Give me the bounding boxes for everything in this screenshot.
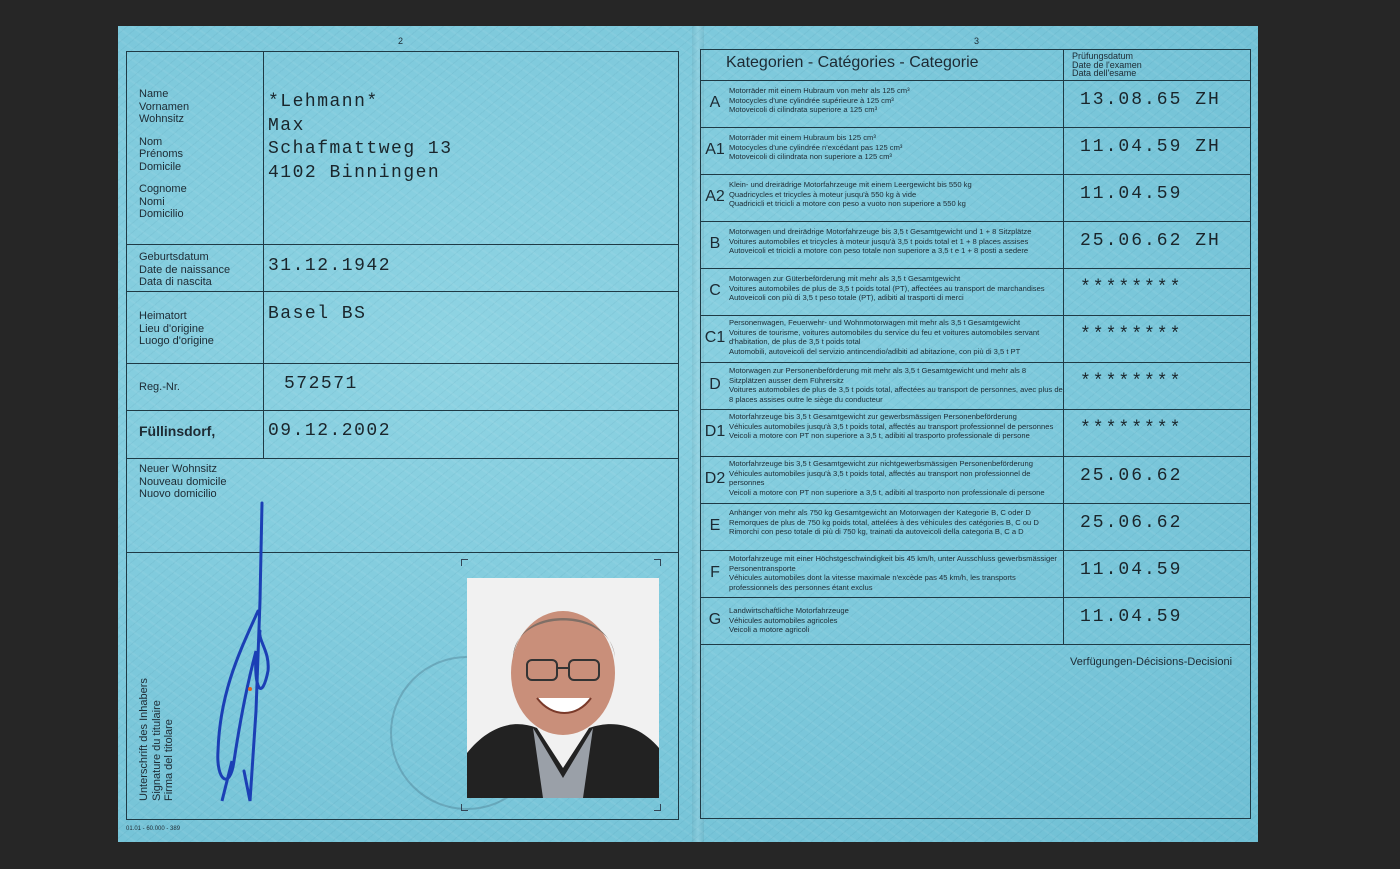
category-code: A2 [705, 188, 725, 205]
holder-signature [210, 501, 280, 811]
exam-date: 25.06.62 ZH [1080, 231, 1221, 251]
exam-date: 11.04.59 [1080, 607, 1183, 627]
exam-date: ******** [1080, 419, 1183, 439]
holder-street: Schafmattweg 13 [268, 139, 453, 159]
category-description: Motorräder mit einem Hubraum bis 125 cm³ Motocycles d'une cylindrée n'excédant pas 125 cm³ Motoveicoli di cilindrata non superiore a 125 cm³ [729, 133, 903, 162]
holder-photo [467, 578, 659, 798]
signature-labels: Unterschrift des Inhabers Signature du titulaire Firma del titolare [138, 678, 175, 801]
category-code: C [709, 282, 721, 299]
label-name: Name [139, 88, 169, 100]
category-description: Motorwagen zur Personenbeförderung mit mehr als 3,5 t Gesamtgewicht und mehr als 8 Sitzplätzen ausser dem Führersitz Voitures automobiles de plus de 3,5 t poids total, affectées au transport de personnes, avec plus de 8 places assises outre le siège du conducteur [729, 366, 1063, 404]
categories-header: Kategorien - Catégories - Categorie [726, 54, 979, 71]
exam-date: 11.04.59 ZH [1080, 137, 1221, 157]
exam-date: 13.08.65 ZH [1080, 90, 1221, 110]
page-number-right: 3 [974, 36, 980, 46]
exam-date: 25.06.62 [1080, 513, 1183, 533]
category-description: Landwirtschaftliche Motorfahrzeuge Véhicules automobiles agricoles Veicoli a motore agricoli [729, 606, 849, 635]
new-address-labels: Neuer Wohnsitz Nouveau domicile Nuovo domicilio [139, 463, 227, 500]
label-vornamen: Vornamen [139, 100, 190, 113]
label-domicilio: Domicilio [139, 208, 184, 220]
category-description: Motorfahrzeuge bis 3,5 t Gesamtgewicht zur nichtgewerbsmässigen Personenbeförderung Véhicules automobiles jusqu'à 3,5 t poids total, affectés au transport non professionnel de personnes Veicoli a motore con PT non superiore a 3,5 t, adibiti al trasporto non professionale di persone [729, 459, 1045, 497]
category-description: Anhänger von mehr als 750 kg Gesamtgewicht an Motorwagen der Kategorie B, C oder D Remorques de plus de 750 kg poids total, attelées à des véhicules des catégories B, C ou D Rimorchi con peso totale di più di 750 kg, trainati da autoveicoli della categoria B, C a D [729, 508, 1039, 537]
footer-code: 01.01 - 60.000 - 389 [126, 826, 181, 832]
label-nomi: Nomi [139, 195, 165, 208]
category-description: Motorräder mit einem Hubraum von mehr als 125 cm³ Motocycles d'une cylindrée supérieure à 125 cm³ Motoveicoli di cilindrata superiore a 125 cm³ [729, 86, 910, 115]
category-code: C1 [704, 329, 726, 346]
label-prenoms: Prénoms [139, 148, 184, 160]
category-description: Motorfahrzeuge bis 3,5 t Gesamtgewicht zur gewerbsmässigen Personenbeförderung Véhicules automobiles jusqu'à 3,5 t poids total, affectés au transport professionnel de personnes Veicoli a motore con PT non superiore a 3,5 t, adibiti al trasporto professionale di persone [729, 412, 1054, 441]
issue-date: 09.12.2002 [268, 421, 392, 441]
reg-number: 572571 [284, 374, 358, 394]
category-code: G [708, 611, 722, 628]
category-code: D [709, 376, 721, 393]
label-domicile: Domicile [139, 160, 182, 173]
label-nom: Nom [139, 135, 163, 148]
label-cognome: Cognome [139, 183, 187, 195]
label-wohnsitz: Wohnsitz [139, 113, 185, 125]
category-description: Motorwagen zur Güterbeförderung mit mehr als 3,5 t Gesamtgewicht Voitures automobiles de plus de 3,5 t poids total (PT), affectées au transport de marchandises Autoveicoli con più di 3,5 t peso totale (PT), adibiti al trasporti di merci [729, 274, 1045, 303]
category-code: B [709, 235, 721, 252]
exam-date: ******** [1080, 325, 1183, 345]
exam-date: 25.06.62 [1080, 466, 1183, 486]
holder-surname: *Lehmann* [268, 92, 379, 112]
category-description: Klein- und dreirädrige Motorfahrzeuge mit einem Leergewicht bis 550 kg Quadricycles et tricycles à moteur jusqu'à 550 kg à vide Quadricicli et tricicli a motore con peso a vuoto non superiore a 550 kg [729, 180, 972, 209]
category-code: A [709, 94, 721, 111]
category-code: E [709, 517, 721, 534]
holder-identity [268, 91, 453, 185]
exam-date: 11.04.59 [1080, 560, 1183, 580]
category-description: Personenwagen, Feuerwehr- und Wohnmotorwagen mit mehr als 3,5 t Gesamtgewicht Voitures de tourisme, voitures automobiles du service du feu et voitures automobiles servant d'habitation, de plus de 3,5 t poids total Automobili, autoveicoli del servizio antincendio/adibiti ad abitazione, con più di 3,5 t PT [729, 318, 1040, 356]
birth-date: 31.12.1942 [268, 256, 392, 276]
exam-date: ******** [1080, 372, 1183, 392]
driving-license-document [118, 26, 1258, 842]
exam-date-labels: Prüfungsdatum Date de l'examen Data dell'esame [1072, 51, 1142, 78]
category-code: A1 [705, 141, 725, 158]
reg-label: Reg.-Nr. [139, 381, 180, 393]
page-number-left: 2 [398, 36, 404, 46]
origin-labels: Heimatort Lieu d'origine Luogo d'origine [139, 310, 214, 347]
decisions-label: Verfügungen-Décisions-Decisioni [1070, 656, 1233, 668]
name-labels [139, 88, 189, 221]
holder-city: 4102 Binningen [268, 162, 441, 183]
exam-date: 11.04.59 [1080, 184, 1183, 204]
birth-labels: Geburtsdatum Date de naissance Data di nascita [139, 251, 231, 288]
category-description: Motorwagen und dreirädrige Motorfahrzeuge bis 3,5 t Gesamtgewicht und 1 + 8 Sitzplätze Voitures automobiles et tricycles à moteur jusqu'à 3,5 t poids total et 1 + 8 places assises Autoveicoli et tricicli a motore con peso totale non superiore a 3,5 t e 1 + 8 posti a sedere [729, 227, 1032, 256]
category-code: F [710, 564, 720, 581]
exam-date: ******** [1080, 278, 1183, 298]
category-code: D1 [704, 423, 726, 440]
origin-value: Basel BS [268, 304, 367, 324]
category-code: D2 [704, 470, 726, 487]
issue-place: Füllinsdorf, [139, 423, 216, 439]
category-description: Motorfahrzeuge mit einer Höchstgeschwindigkeit bis 45 km/h, unter Ausschluss gewerbsmässiger Personentransporte Véhicules automobiles dont la vitesse maximale n'excède pas 45 km/h, les transports professionnels des personnes étant exclus [729, 554, 1057, 592]
holder-first-name: Max [268, 115, 305, 136]
